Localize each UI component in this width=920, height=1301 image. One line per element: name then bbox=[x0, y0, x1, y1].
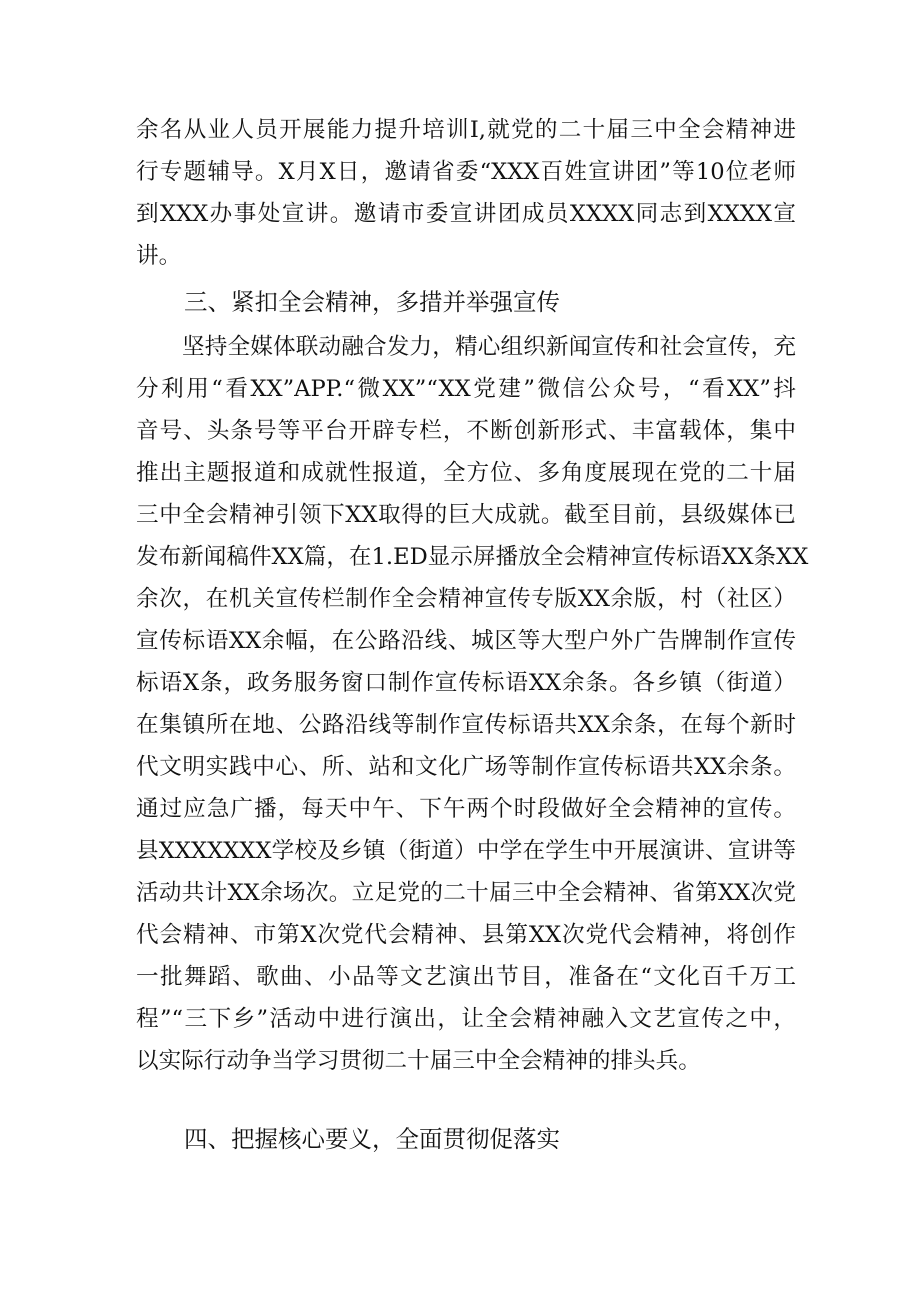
section-3-line-5: 三中全会精神引领下XX取得的巨大成就。截至目前，县级媒体已 bbox=[136, 502, 796, 528]
section-3-line-10: 在集镇所在地、公路沿线等制作宣传标语共XX余条，在每个新时 bbox=[136, 712, 796, 738]
section-3-line-9: 标语X条，政务服务窗口制作宣传标语XX余条。各乡镇（街道） bbox=[136, 670, 796, 696]
section-4-heading: 四、把握核心要义，全面贯彻促落实 bbox=[184, 1125, 560, 1153]
section-3-line-1: 坚持全媒体联动融合发力，精心组织新闻宣传和社会宣传，充 bbox=[182, 334, 796, 360]
section-3-line-3: 音号、头条号等平台开辟专栏，不断创新形式、丰富载体，集中 bbox=[136, 418, 796, 444]
intro-line-2: 行专题辅导。X月X日，邀请省委“XXX百姓宣讲团”等10位老师 bbox=[136, 159, 796, 185]
section-3-line-12: 通过应急广播，每天中午、下午两个时段做好全会精神的宣传。 bbox=[136, 796, 796, 822]
intro-line-4: 讲。 bbox=[136, 243, 182, 269]
section-3-line-7: 余次，在机关宣传栏制作全会精神宣传专版XX余版，村（社区） bbox=[136, 586, 796, 612]
section-3-line-8: 宣传标语XX余幅，在公路沿线、城区等大型户外广告牌制作宣传 bbox=[136, 628, 796, 654]
section-3-line-18: 以实际行动争当学习贯彻二十届三中全会精神的排头兵。 bbox=[136, 1048, 701, 1074]
section-3-line-15: 代会精神、市第X次党代会精神、县第XX次党代会精神，将创作 bbox=[136, 922, 796, 948]
section-3-line-16: 一批舞蹈、歌曲、小品等文艺演出节目，准备在“文化百千万工 bbox=[136, 964, 796, 990]
section-3-line-4: 推出主题报道和成就性报道，全方位、多角度展现在党的二十届 bbox=[136, 460, 796, 486]
section-3-line-14: 活动共计XX余场次。立足党的二十届三中全会精神、省第XX次党 bbox=[136, 880, 796, 906]
section-3-heading: 三、紧扣全会精神，多措并举强宣传 bbox=[184, 288, 560, 316]
intro-line-1: 余名从业人员开展能力提升培训I,就党的二十届三中全会精神进 bbox=[136, 117, 796, 143]
intro-line-3: 到XXX办事处宣讲。邀请市委宣讲团成员XXXX同志到XXXX宣 bbox=[136, 201, 796, 227]
section-3-line-6: 发布新闻稿件XX篇，在1.ED显示屏播放全会精神宣传标语XX条XX bbox=[136, 544, 809, 570]
section-3-line-11: 代文明实践中心、所、站和文化广场等制作宣传标语共XX余条。 bbox=[136, 754, 796, 780]
section-3-line-17: 程”“三下乡”活动中进行演出，让全会精神融入文艺宣传之中， bbox=[136, 1006, 796, 1032]
section-3-line-13: 县XXXXXXX学校及乡镇（街道）中学在学生中开展演讲、宣讲等 bbox=[136, 838, 796, 864]
section-3-line-2: 分利用“看XX”APP.“微XX”“XX党建”微信公众号，“看XX”抖 bbox=[136, 376, 796, 402]
